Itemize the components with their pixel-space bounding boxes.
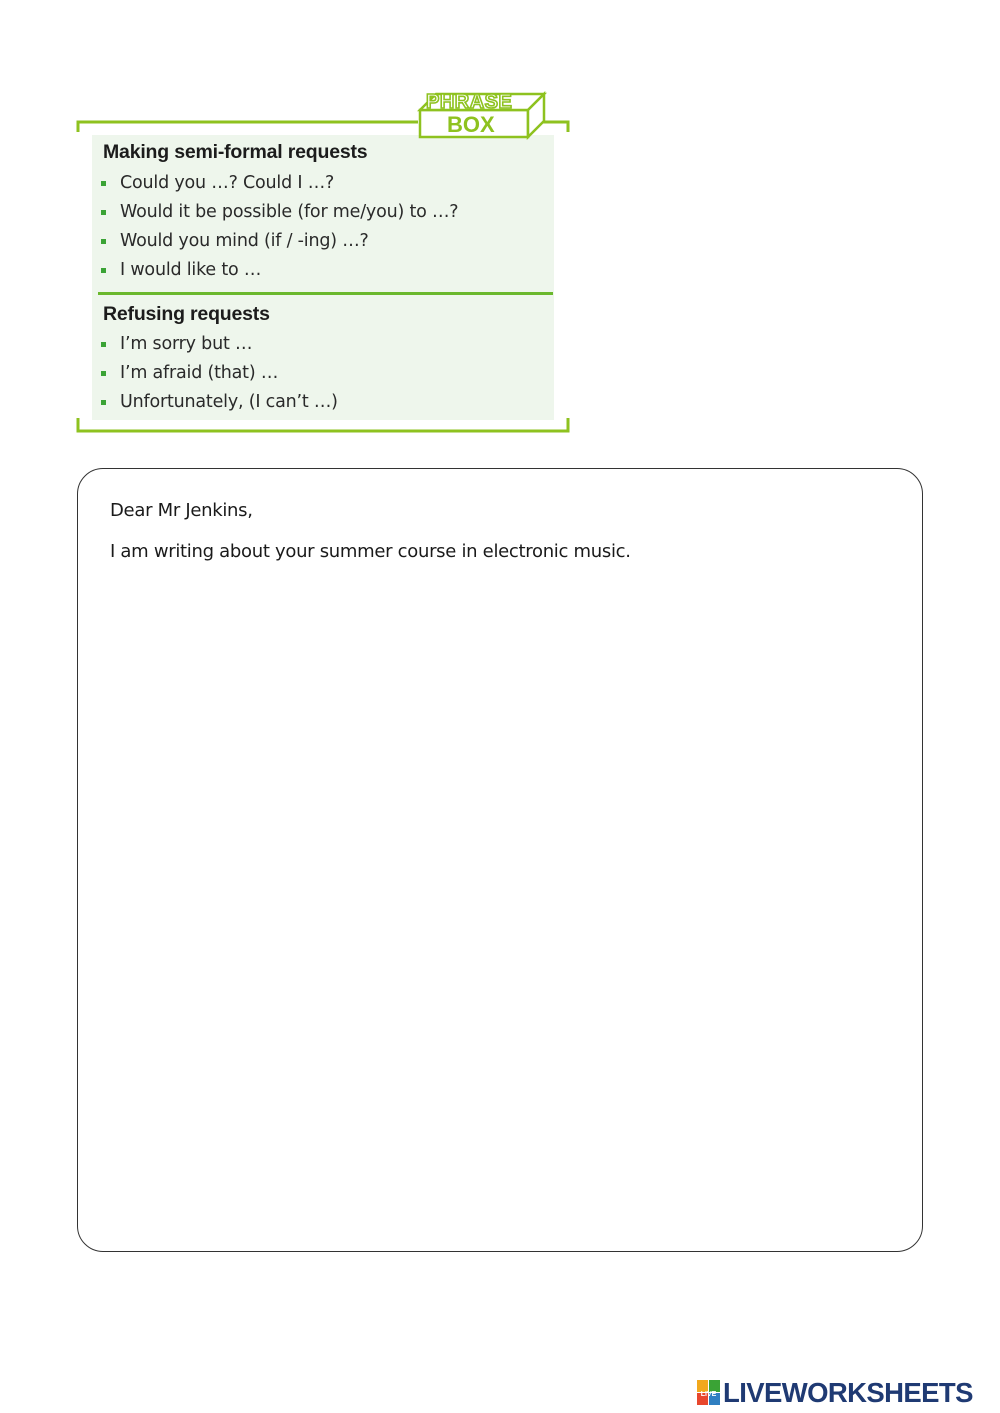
list-item: Would you mind (if / -ing) …? <box>100 227 458 256</box>
list-item: I would like to … <box>100 256 458 285</box>
badge-bottom-text: BOX <box>447 112 495 137</box>
badge-top-text: PHRASE <box>426 91 513 113</box>
bullet-icon <box>101 181 106 186</box>
bullet-icon <box>101 239 106 244</box>
bullet-icon <box>101 400 106 405</box>
letter-greeting: Dear Mr Jenkins, <box>110 500 253 521</box>
bullet-icon <box>101 371 106 376</box>
section-divider <box>98 292 553 295</box>
list-item: Unfortunately, (I can’t …) <box>100 388 338 417</box>
brand-name: LIVEWORKSHEETS <box>723 1377 973 1408</box>
list-item: I’m afraid (that) … <box>100 359 338 388</box>
letter-answer-box[interactable] <box>77 468 923 1252</box>
list-item: Could you …? Could I …? <box>100 169 458 198</box>
section-heading-requests: Making semi-formal requests <box>103 141 368 163</box>
list-item: I’m sorry but … <box>100 330 338 359</box>
liveworksheets-logo <box>697 1375 973 1411</box>
section-heading-refusing: Refusing requests <box>103 303 270 325</box>
live-logo-icon <box>697 1380 721 1406</box>
refusing-list <box>100 330 338 417</box>
bullet-icon <box>101 268 106 273</box>
phrase-box-badge <box>416 84 552 140</box>
bullet-icon <box>101 210 106 215</box>
list-item: Would it be possible (for me/you) to …? <box>100 198 458 227</box>
bullet-icon <box>101 342 106 347</box>
letter-opening-line: I am writing about your summer course in electronic music. <box>110 541 631 562</box>
svg-text:LIVE: LIVE <box>700 1391 717 1398</box>
requests-list <box>100 169 458 285</box>
